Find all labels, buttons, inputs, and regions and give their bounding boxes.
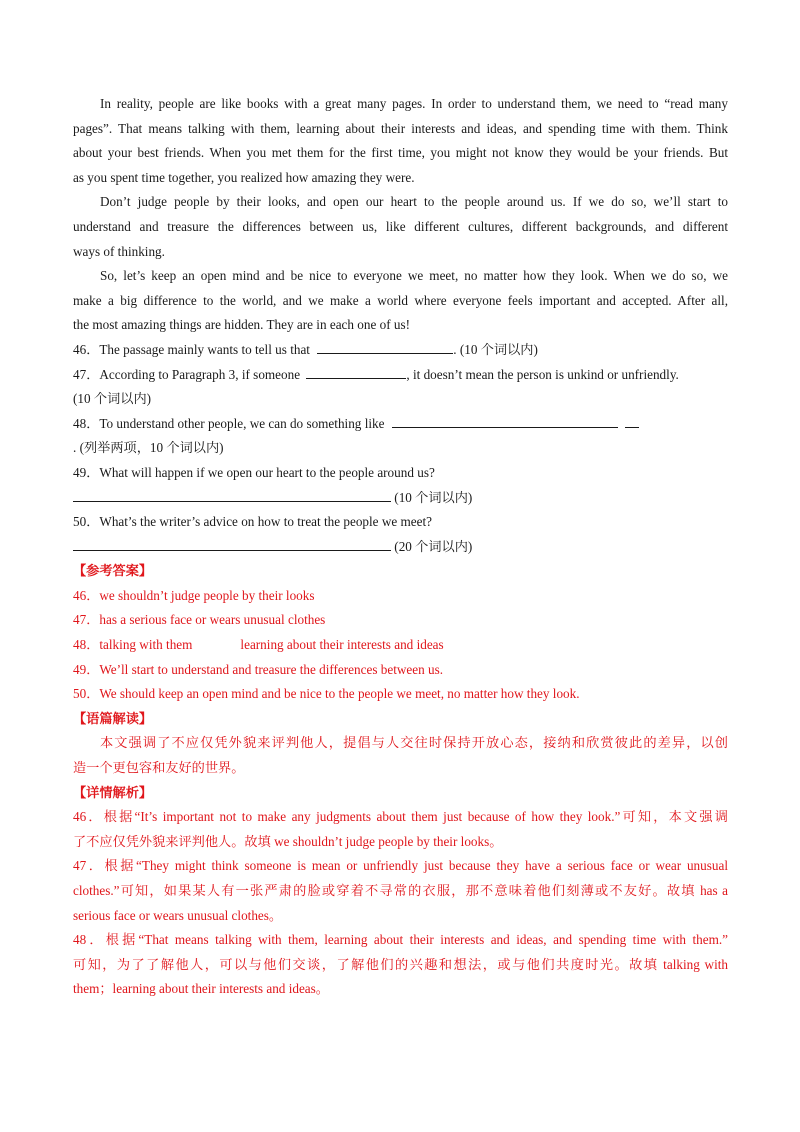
text-line: Don’t judge people by their looks, and open our heart to the people around us. If we do so, we’ll start to [100,194,728,210]
text-line: ways of thinking. [73,243,165,259]
answer-blank[interactable] [306,364,406,379]
answer-blank[interactable] [73,536,391,551]
text-line: the most amazing things are hidden. They are in each one of us! [73,317,411,333]
question-50: 50．What’s the writer’s advice on how to treat the people we meet? [73,514,432,530]
analysis-line: 47．根据“They might think someone is mean or unfriendly just because they have a serious face or wear unusual [73,858,728,874]
summary-line: 造一个更包容和友好的世界。 [73,760,245,776]
analysis-line: 了不应仅凭外貌来评判他人。故填 we shouldn’t judge people by their looks。 [73,833,503,849]
analysis-line: 可知，为了了解他人，可以与他们交谈，了解他们的兴趣和想法，或与他们共度时光。故填 talking with [73,956,728,972]
question-note: . (列举两项，10 个词以内) [73,440,224,456]
question-text: , it doesn’t mean the person is unkind or unfriendly. [406,366,679,382]
document-page [73,92,728,1002]
analysis-line: 46．根据“It’s important not to make any judgments about them just because of how they look.”可知，本文强调 [73,809,728,825]
reference-answers [73,559,728,707]
text-line: understand and treasure the differences between us, like different cultures, different backgrounds, and different [73,218,728,234]
passage-paragraph-2 [73,190,728,264]
question-text: 46．The passage mainly wants to tell us that [73,341,310,357]
passage-paragraph-1 [73,92,728,190]
text-line: In reality, people are like books with a great many pages. In order to understand them, we need to “read many [100,96,728,111]
question-50-answer-line [73,535,728,560]
analysis-line: them；learning about their interests and ideas。 [73,981,329,997]
answer-47: 47．has a serious face or wears unusual clothes [73,612,326,628]
question-text: 47．According to Paragraph 3, if someone [73,366,301,382]
text-line: pages”. That means talking with them, learning about their interests and ideas, and spending time with them. Think [73,120,728,136]
analysis-line: 48．根据“That means talking with them, learning about their interests and ideas, and spending time with them.” [73,932,728,948]
answer-49: 49．We’ll start to understand and treasure the differences between us. [73,661,444,677]
section-heading: 【语篇解读】 [73,710,153,726]
analysis-line: serious face or wears unusual clothes。 [73,907,283,923]
passage-paragraph-3 [73,264,728,338]
question-note: (10 个词以内) [394,489,473,505]
question-48 [73,412,728,437]
answer-46: 46．we shouldn’t judge people by their looks [73,587,315,603]
text-line: as you spent time together, you realized how amazing they were. [73,169,415,185]
question-text: 48．To understand other people, we can do something like [73,415,385,431]
answer-blank[interactable] [73,487,391,502]
answer-48 [73,633,728,658]
text-line: about your best friends. When you met them for the first time, you might not know they would be your friends. But [73,145,728,161]
answer-blank[interactable] [392,413,618,428]
text-line: So, let’s keep an open mind and be nice to everyone we meet, no matter how they look. When we do so, we [100,268,728,284]
question-49: 49．What will happen if we open our heart to the people around us? [73,464,435,480]
section-heading: 【详情解析】 [73,784,153,800]
question-note: (20 个词以内) [394,538,473,554]
answer-blank[interactable] [625,413,639,428]
question-46 [73,338,728,363]
question-note: . (10 个词以内) [453,341,538,357]
question-note: (10 个词以内) [73,391,152,407]
analysis-line: clothes.”可知，如果某人有一张严肃的脸或穿着不寻常的衣服，那不意味着他们刻薄或不友好。故填 has a [73,883,728,898]
answer-48-part-2: learning about their interests and ideas [240,637,444,653]
answer-50: 50．We should keep an open mind and be nice to the people we meet, no matter how they look. [73,686,580,702]
section-heading: 【参考答案】 [73,563,153,579]
text-line: make a big difference to the world, and we make a world where everyone feels important and accepted. After all, [73,292,728,308]
answer-48-part-1: 48．talking with them [73,637,193,653]
answer-blank[interactable] [317,339,453,354]
question-47 [73,363,728,388]
question-49-answer-line [73,486,728,511]
summary-line: 本文强调了不应仅凭外貌来评判他人，提倡与人交往时保持开放心态，接纳和欣赏彼此的差异，以创 [100,735,728,751]
detailed-analysis [73,781,728,1002]
passage-summary [73,707,728,781]
